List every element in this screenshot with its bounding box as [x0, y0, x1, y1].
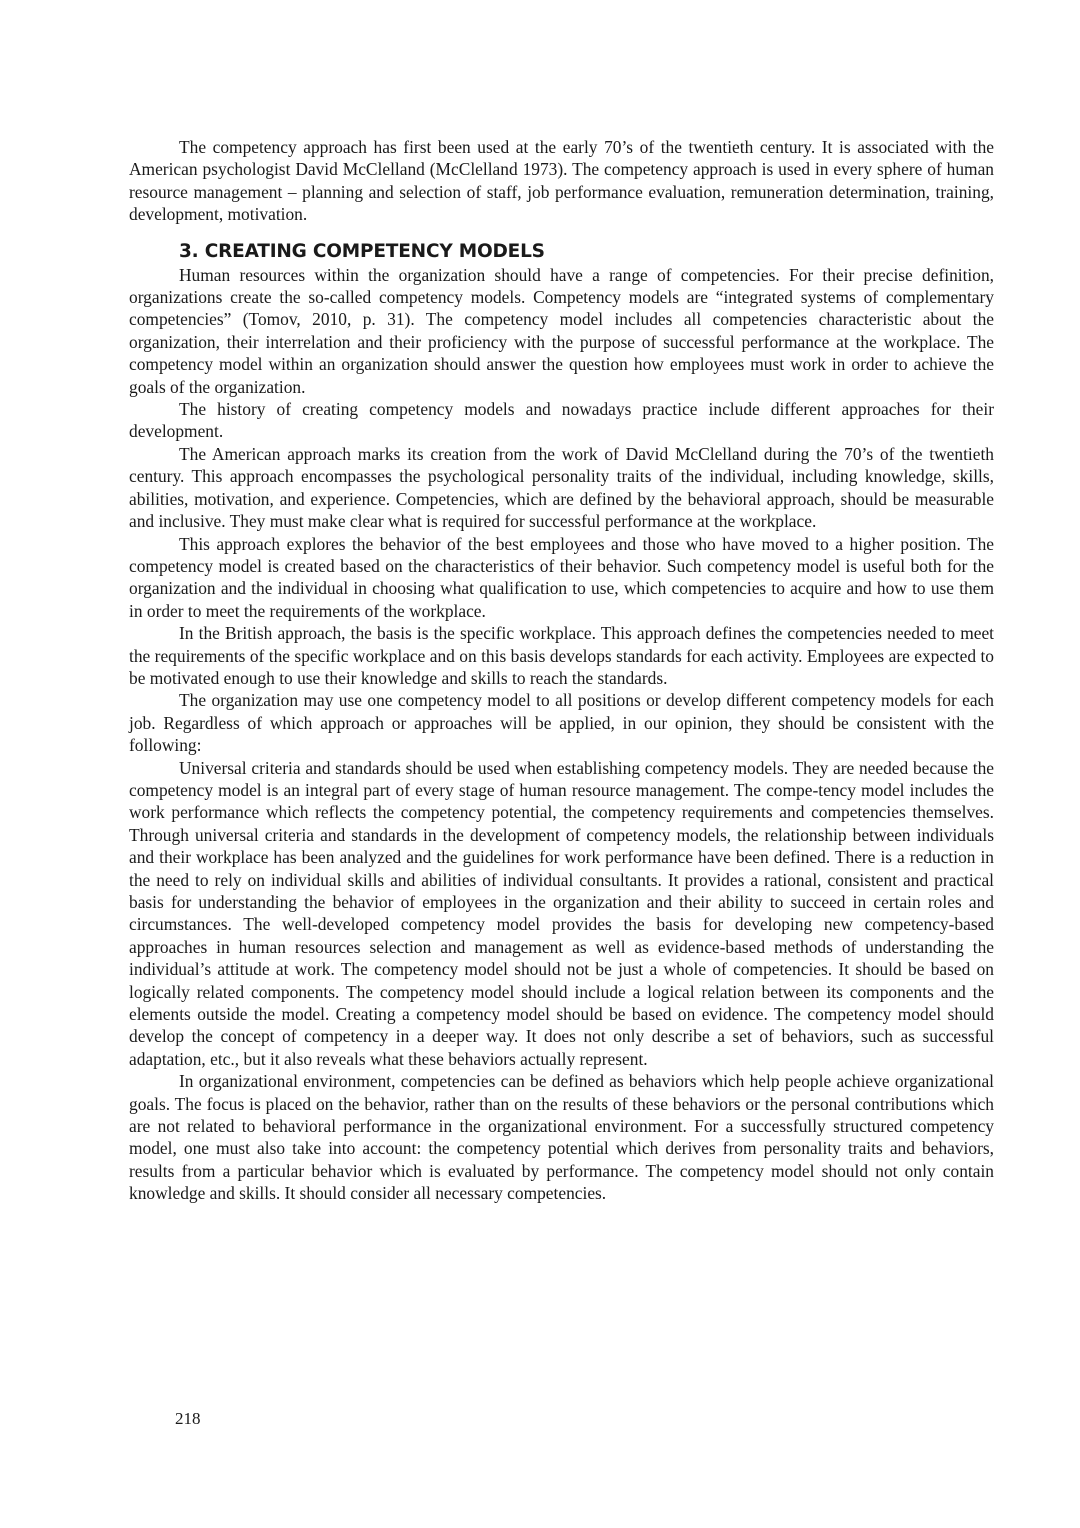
body-paragraph: The organization may use one competency model to all positions or develop different competency models for each job. Regardless of which approach or approaches will be applied, in our opinion, they should be consistent with the following: — [129, 690, 994, 756]
body-paragraph: Human resources within the organization should have a range of competencies. For their precise definition, organizations create the so-called competency models. Competency models are “integrated systems of complementary competencies” (Tomov, 2010, p. 31). The competency model includes all competencies characteristic about the organization, their interrelation and their proficiency with the purpose of successful performance at the workplace. The competency model within an organization should answer the question how employees must work in order to achieve the goals of the organization. — [129, 264, 994, 397]
body-paragraph: Universal criteria and standards should be used when establishing competency models. They are needed because the competency model is an integral part of every stage of human resource management. The compe-tency model includes the work performance which reflects the competency potential, the competency requirements and competencies themselves. Through universal criteria and standards in the development of competency models, the relationship between individuals and their workplace has been analyzed and the guidelines for work performance have been defined. There is a reduction in the need to rely on individual skills and abilities of individual consultants. It provides a rational, consistent and practical basis for understanding the behavior of employees in the organization and their ability to succeed in certain roles and circumstances. The well-developed competency model provides the basis for developing new competency-based approaches in human resources selection and management as well as evidence-based methods of understanding the individual’s attitude at work. The competency model should not be just a whole of competencies. It should be based on logically related components. The competency model should include a logical relation between its components and the elements outside the model. Creating a competency model should be based on evidence. The competency model should develop the concept of competency in a deeper way. It does not only describe a set of behaviors, such as successful adaptation, etc., but it also reveals what these behaviors actually represent. — [129, 757, 994, 1069]
section-heading: 3. CREATING COMPETENCY MODELS — [179, 240, 545, 262]
body-paragraph: In the British approach, the basis is the specific workplace. This approach defines the competencies needed to meet the requirements of the specific workplace and on this basis develops standards for each activity. Employees are expected to be motivated enough to use their knowledge and skills to reach the standards. — [129, 623, 994, 688]
body-paragraph: This approach explores the behavior of the best employees and those who have moved to a higher position. The competency model is created based on the characteristics of their behavior. Such competency model is useful both for the organization and the individual in choosing what qualification to use, which competencies to acquire and how to use them in order to meet the requirements of the workplace. — [129, 533, 994, 621]
body-paragraph: The American approach marks its creation from the work of David McClelland during the 70’s of the twentieth century. This approach encompasses the psychological personality traits of the individual, including knowledge, skills, abilities, motivation, and experience. Competencies, which are defined by the behavioral approach, should be measurable and inclusive. They must make clear what is required for successful performance at the workplace. — [129, 443, 994, 532]
page-body — [129, 136, 994, 1205]
intro-paragraph: The competency approach has first been used at the early 70’s of the twentieth century. It is associated with the American psychologist David McClelland (McClelland 1973). The competency approach is used in every sphere of human resource management – planning and selection of staff, job performance evaluation, remuneration determination, training, development, motivation. — [129, 137, 994, 225]
page-number: 218 — [175, 1409, 201, 1428]
body-paragraph: In organizational environment, competencies can be defined as behaviors which help people achieve organizational goals. The focus is placed on the behavior, rather than on the results of these behaviors or the personal contributions which are not related to behavioral performance in the organizational environment. For a successfully structured competency model, one must also take into account: the competency potential which derives from personality traits and behaviors, results from a particular behavior which is evaluated by performance. The competency model should not only contain knowledge and skills. It should consider all necessary competencies. — [129, 1071, 994, 1204]
body-paragraph: The history of creating competency models and nowadays practice include different approaches for their development. — [129, 399, 994, 442]
